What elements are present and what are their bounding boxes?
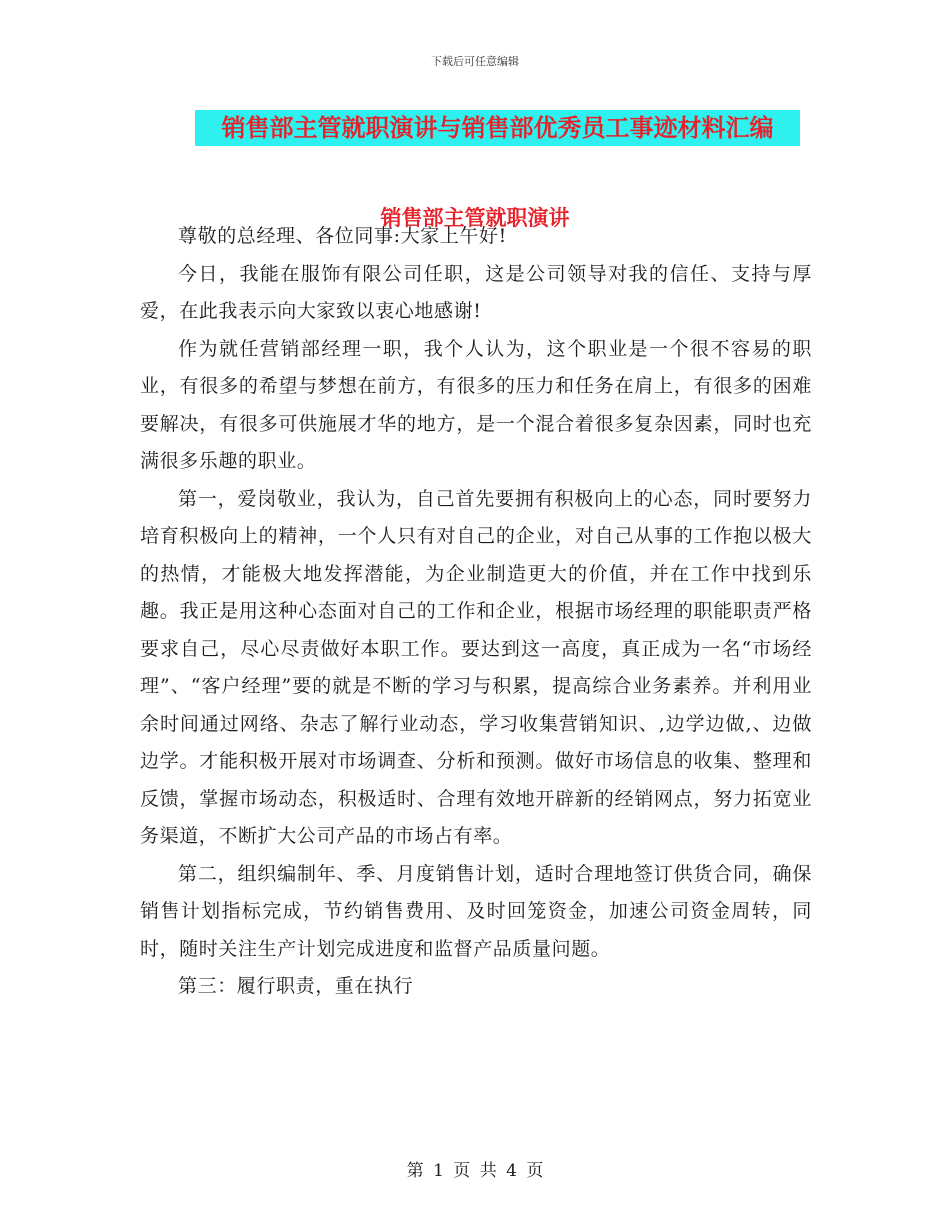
paragraph-point-one: 第一，爱岗敬业，我认为，自己首先要拥有积极向上的心态，同时要努力培育积极向上的精神，一个人只有对自己的企业，对自己从事的工作抱以极大的热情，才能极大地发挥潜能，为企业制造更大的价值，并在工作中找到乐趣。我正是用这种心态面对自己的工作和企业，根据市场经理的职能职责严格要求自己，尽心尽责做好本职工作。要达到这一高度，真正成为一名“市场经理”、“客户经理”要的就是不断的学习与积累，提高综合业务素养。并利用业余时间通过网络、杂志了解行业动态，学习收集营销知识、,边学边做,、边做边学。才能积极开展对市场调查、分析和预测。做好市场信息的收集、整理和反馈，掌握市场动态，积极适时、合理有效地开辟新的经销网点，努力拓宽业务渠道，不断扩大公司产品的市场占有率。 [140,487,812,847]
paragraph-point-two: 第二，组织编制年、季、月度销售计划，适时合理地签订供货合同，确保销售计划指标完成，节约销售费用、及时回笼资金，加速公司资金周转，同时，随时关注生产计划完成进度和监督产品质量问题。 [140,862,812,960]
section-title: 销售部主管就职演讲 [380,206,570,230]
page-number: 第 1 页 共 4 页 [406,1161,544,1181]
paragraph-role: 作为就任营销部经理一职，我个人认为，这个职业是一个很不容易的职业，有很多的希望与梦想在前方，有很多的压力和任务在肩上，有很多的困难要解决，有很多可供施展才华的地方，是一个混合着很多复杂因素，同时也充满很多乐趣的职业。 [140,337,812,472]
paragraph-thanks: 今日，我能在服饰有限公司任职，这是公司领导对我的信任、支持与厚爱，在此我表示向大家致以衷心地感谢! [140,262,812,322]
page-header-note: 下载后可任意编辑 [431,55,519,68]
document-body [140,218,812,1006]
paragraph-greeting: 尊敬的总经理、各位同事:大家上午好! [178,225,507,247]
document-title: 销售部主管就职演讲与销售部优秀员工事迹材料汇编 [195,110,800,146]
paragraph-point-three: 第三：履行职责，重在执行 [178,975,414,997]
